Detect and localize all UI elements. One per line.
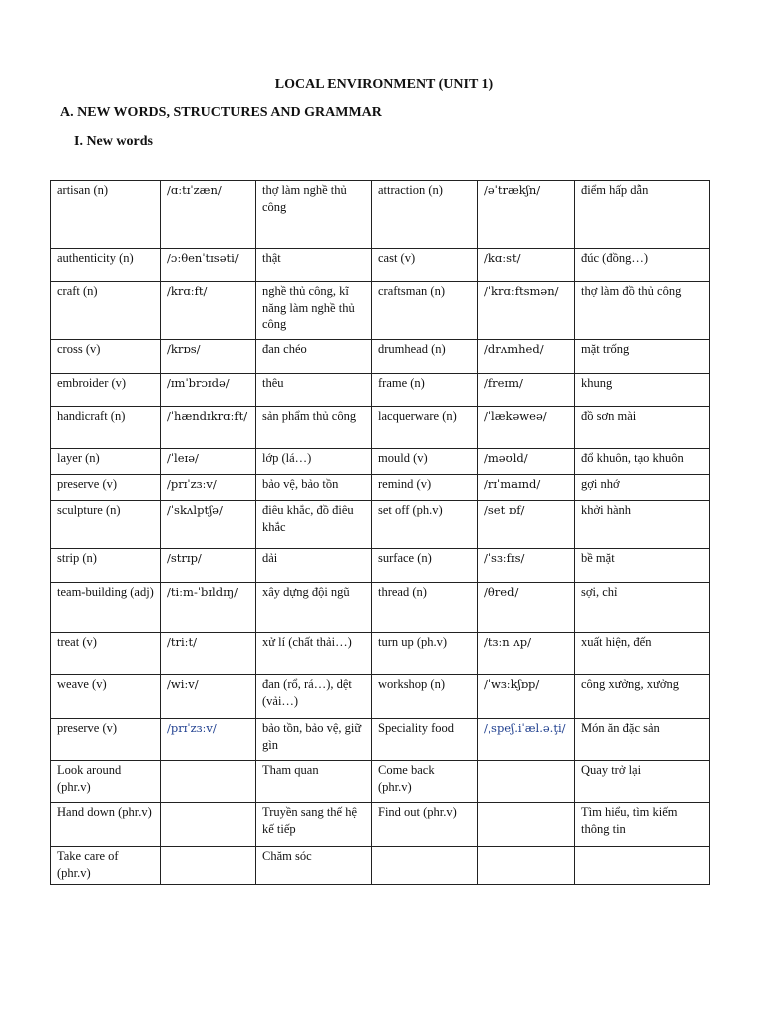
phonetic-cell: /ɑːtɪˈzæn/ <box>161 181 256 249</box>
meaning-cell: nghề thủ công, kĩ năng làm nghề thủ công <box>256 282 372 340</box>
phonetic-cell: /ˈkrɑːftsmən/ <box>478 282 575 340</box>
table-row <box>51 181 710 249</box>
phonetic-cell: /tɜːn ʌp/ <box>478 633 575 675</box>
phonetic-cell: /prɪˈzɜːv/ <box>161 475 256 501</box>
table-row <box>51 340 710 374</box>
section-heading-a: A. NEW WORDS, STRUCTURES AND GRAMMAR <box>60 105 382 120</box>
phonetic-cell: /triːt/ <box>161 633 256 675</box>
word-cell: embroider (v) <box>51 374 161 407</box>
meaning-cell: thợ làm đồ thủ công <box>575 282 710 340</box>
meaning-cell: mặt trống <box>575 340 710 374</box>
page-title: LOCAL ENVIRONMENT (UNIT 1) <box>274 77 494 92</box>
phonetic-cell: /rɪˈmaɪnd/ <box>478 475 575 501</box>
table-row <box>51 449 710 475</box>
phonetic-cell <box>478 761 575 803</box>
word-cell: team-building (adj) <box>51 583 161 633</box>
word-cell: drumhead (n) <box>372 340 478 374</box>
word-cell: Come back (phr.v) <box>372 761 478 803</box>
meaning-cell: lớp (lá…) <box>256 449 372 475</box>
word-cell: lacquerware (n) <box>372 407 478 449</box>
table-row <box>51 374 710 407</box>
phonetic-cell: /drʌmhed/ <box>478 340 575 374</box>
word-cell: set off (ph.v) <box>372 501 478 549</box>
meaning-cell: bảo tồn, bảo vệ, giữ gìn <box>256 719 372 761</box>
phonetic-cell: /ˈlækəweə/ <box>478 407 575 449</box>
meaning-cell: xử lí (chất thải…) <box>256 633 372 675</box>
phonetic-cell: /ˌspeʃ.iˈæl.ə.ţi/ <box>478 719 575 761</box>
word-cell <box>372 847 478 885</box>
word-cell: artisan (n) <box>51 181 161 249</box>
table-row <box>51 249 710 282</box>
word-cell: mould (v) <box>372 449 478 475</box>
table-row <box>51 475 710 501</box>
meaning-cell: đan chéo <box>256 340 372 374</box>
word-cell: Take care of (phr.v) <box>51 847 161 885</box>
phonetic-cell: /θred/ <box>478 583 575 633</box>
word-cell: craft (n) <box>51 282 161 340</box>
meaning-cell: Món ăn đặc sản <box>575 719 710 761</box>
word-cell: cast (v) <box>372 249 478 282</box>
phonetic-cell: /ˈleɪə/ <box>161 449 256 475</box>
phonetic-cell <box>161 847 256 885</box>
meaning-cell: đồ sơn mài <box>575 407 710 449</box>
meaning-cell: thêu <box>256 374 372 407</box>
word-cell: surface (n) <box>372 549 478 583</box>
phonetic-cell: /ɔːθenˈtɪsəti/ <box>161 249 256 282</box>
word-cell: layer (n) <box>51 449 161 475</box>
word-cell: cross (v) <box>51 340 161 374</box>
table-row <box>51 847 710 885</box>
meaning-cell: bề mặt <box>575 549 710 583</box>
meaning-cell: gợi nhớ <box>575 475 710 501</box>
word-cell: preserve (v) <box>51 719 161 761</box>
word-cell: treat (v) <box>51 633 161 675</box>
meaning-cell: Chăm sóc <box>256 847 372 885</box>
phonetic-cell: /kɑːst/ <box>478 249 575 282</box>
phonetic-cell: /set ɒf/ <box>478 501 575 549</box>
word-cell: workshop (n) <box>372 675 478 719</box>
word-cell: Find out (phr.v) <box>372 803 478 847</box>
meaning-cell: dải <box>256 549 372 583</box>
meaning-cell: Truyền sang thế hệ kế tiếp <box>256 803 372 847</box>
meaning-cell: sản phẩm thủ công <box>256 407 372 449</box>
phonetic-cell: /əˈtrækʃn/ <box>478 181 575 249</box>
word-cell: sculpture (n) <box>51 501 161 549</box>
table-row <box>51 583 710 633</box>
meaning-cell: điêu khắc, đồ điêu khắc <box>256 501 372 549</box>
meaning-cell: xuất hiện, đến <box>575 633 710 675</box>
table-row <box>51 282 710 340</box>
table-row <box>51 675 710 719</box>
vocabulary-table <box>50 180 710 885</box>
word-cell: strip (n) <box>51 549 161 583</box>
phonetic-cell: /ˈwɜːkʃɒp/ <box>478 675 575 719</box>
word-cell: Look around (phr.v) <box>51 761 161 803</box>
phonetic-cell: /məʊld/ <box>478 449 575 475</box>
meaning-cell: bảo vệ, bảo tồn <box>256 475 372 501</box>
phonetic-cell: /ɪmˈbrɔɪdə/ <box>161 374 256 407</box>
table-row <box>51 803 710 847</box>
table-row <box>51 761 710 803</box>
phonetic-cell: /krɒs/ <box>161 340 256 374</box>
meaning-cell: Tham quan <box>256 761 372 803</box>
word-cell: thread (n) <box>372 583 478 633</box>
meaning-cell: khởi hành <box>575 501 710 549</box>
phonetic-cell <box>161 803 256 847</box>
word-cell: remind (v) <box>372 475 478 501</box>
phonetic-cell <box>161 761 256 803</box>
meaning-cell: thợ làm nghề thủ công <box>256 181 372 249</box>
meaning-cell: sợi, chỉ <box>575 583 710 633</box>
phonetic-cell <box>478 803 575 847</box>
meaning-cell: đúc (đồng…) <box>575 249 710 282</box>
table-row <box>51 549 710 583</box>
meaning-cell: thật <box>256 249 372 282</box>
meaning-cell: công xưởng, xưởng <box>575 675 710 719</box>
phonetic-cell: /prɪˈzɜːv/ <box>161 719 256 761</box>
phonetic-cell: /strɪp/ <box>161 549 256 583</box>
table-row <box>51 719 710 761</box>
meaning-cell: đan (rổ, rá…), dệt (vải…) <box>256 675 372 719</box>
word-cell: frame (n) <box>372 374 478 407</box>
word-cell: Hand down (phr.v) <box>51 803 161 847</box>
phonetic-cell: /krɑːft/ <box>161 282 256 340</box>
section-heading-new-words: I. New words <box>74 134 153 149</box>
word-cell: attraction (n) <box>372 181 478 249</box>
meaning-cell: Tìm hiểu, tìm kiếm thông tin <box>575 803 710 847</box>
phonetic-cell: /ˈhændɪkrɑːft/ <box>161 407 256 449</box>
word-cell: Speciality food <box>372 719 478 761</box>
meaning-cell: Quay trở lại <box>575 761 710 803</box>
table-row <box>51 501 710 549</box>
word-cell: authenticity (n) <box>51 249 161 282</box>
word-cell: weave (v) <box>51 675 161 719</box>
meaning-cell: khung <box>575 374 710 407</box>
meaning-cell: điểm hấp dẫn <box>575 181 710 249</box>
word-cell: handicraft (n) <box>51 407 161 449</box>
phonetic-cell: /ˈsɜːfɪs/ <box>478 549 575 583</box>
table-row <box>51 633 710 675</box>
word-cell: craftsman (n) <box>372 282 478 340</box>
table-row <box>51 407 710 449</box>
meaning-cell <box>575 847 710 885</box>
meaning-cell: đổ khuôn, tạo khuôn <box>575 449 710 475</box>
phonetic-cell: /ˈskʌlptʃə/ <box>161 501 256 549</box>
word-cell: preserve (v) <box>51 475 161 501</box>
phonetic-cell: /tiːm-ˈbɪldɪŋ/ <box>161 583 256 633</box>
phonetic-cell <box>478 847 575 885</box>
phonetic-cell: /wiːv/ <box>161 675 256 719</box>
meaning-cell: xây dựng đội ngũ <box>256 583 372 633</box>
phonetic-cell: /freɪm/ <box>478 374 575 407</box>
word-cell: turn up (ph.v) <box>372 633 478 675</box>
